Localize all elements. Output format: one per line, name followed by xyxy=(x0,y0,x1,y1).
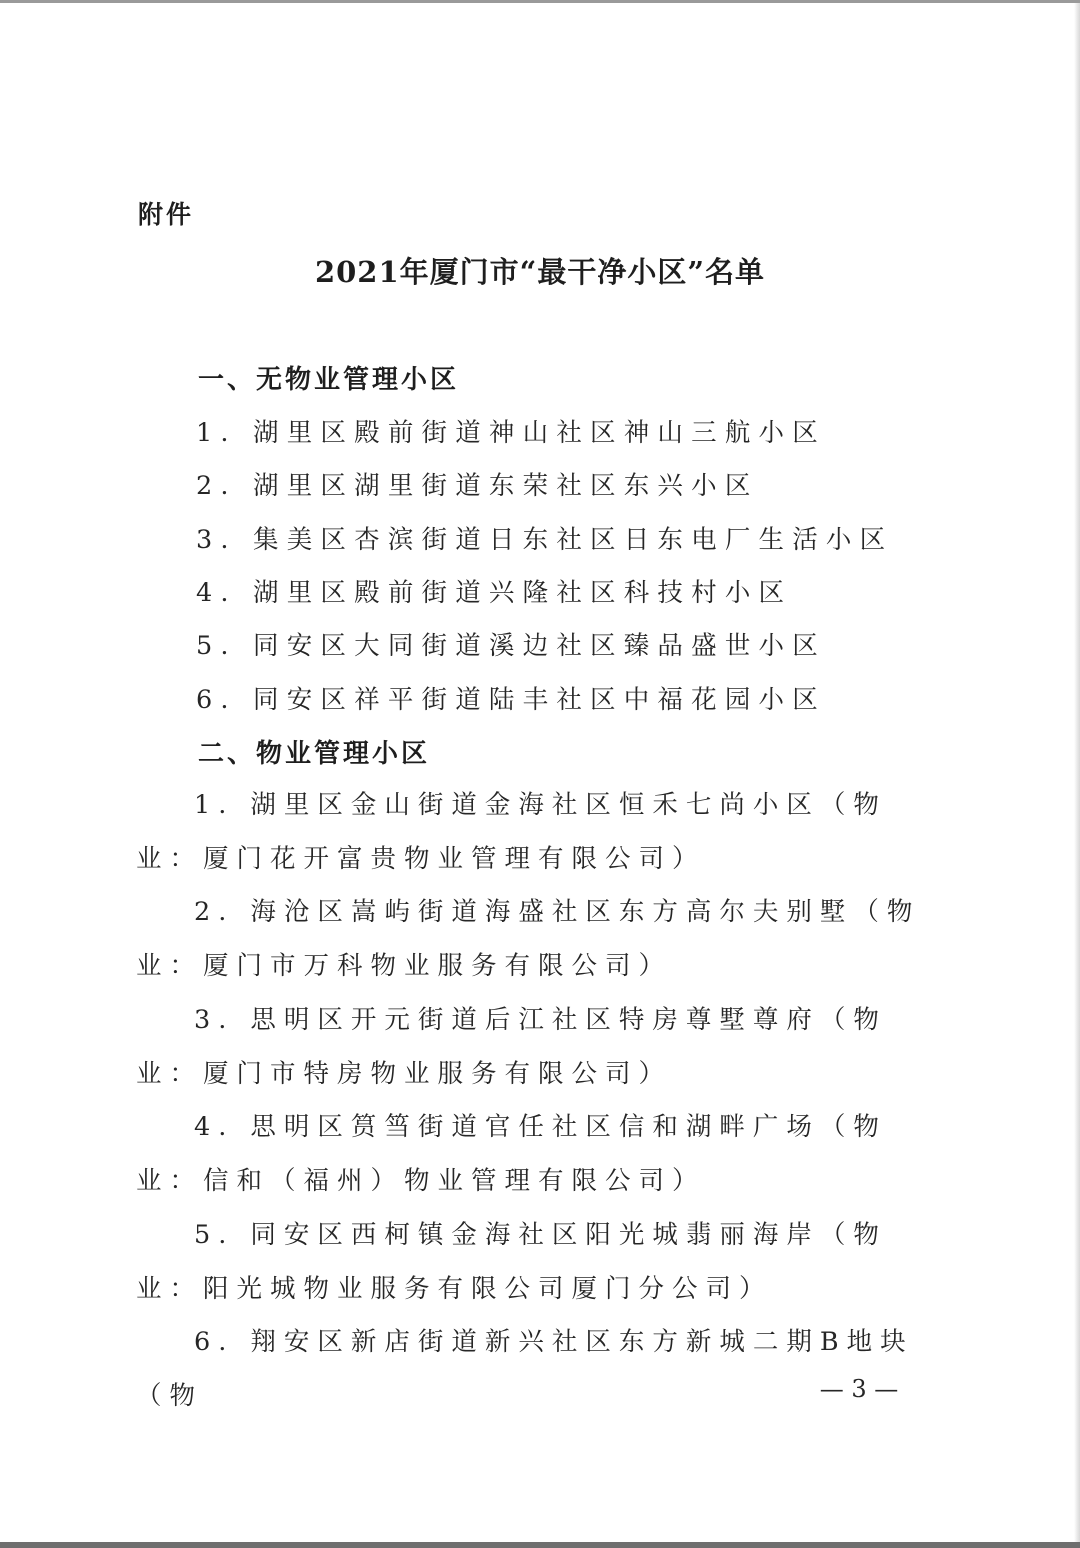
list-item: 1. 湖里区金山街道金海社区恒禾七尚小区（物业：厦门花开富贵物业管理有限公司） xyxy=(136,790,887,874)
list-item: 4. 湖里区殿前街道兴隆社区科技村小区 xyxy=(196,578,793,608)
list-item: 5. 同安区西柯镇金海社区阳光城翡丽海岸（物业：阳光城物业服务有限公司厦门分公司） xyxy=(136,1220,887,1304)
attachment-label: 附件 xyxy=(138,200,195,229)
page-number: — 3 — xyxy=(819,1375,899,1403)
document-title: 2021年厦门市“最干净小区”名单 xyxy=(314,255,766,289)
list-item: 2. 湖里区湖里街道东荣社区东兴小区 xyxy=(196,471,759,501)
list-item: 5. 同安区大同街道溪边社区臻品盛世小区 xyxy=(196,631,826,661)
section-heading-property: 二、物业管理小区 xyxy=(198,739,431,769)
list-item: 6. 同安区祥平街道陆丰社区中福花园小区 xyxy=(196,685,826,715)
list-item: 4. 思明区筼筜街道官任社区信和湖畔广场（物业：信和（福州）物业管理有限公司） xyxy=(136,1112,887,1196)
list-item: 2. 海沧区嵩屿街道海盛社区东方高尔夫别墅（物业：厦门市万科物业服务有限公司） xyxy=(136,897,921,981)
section-heading-no-property: 一、无物业管理小区 xyxy=(198,365,460,395)
list-item: 6. 翔安区新店街道新兴社区东方新城二期B地块（物 xyxy=(136,1327,914,1411)
list-item: 1. 湖里区殿前街道神山社区神山三航小区 xyxy=(196,418,826,448)
list-item: 3. 集美区杏滨街道日东社区日东电厂生活小区 xyxy=(196,525,894,555)
list-item: 3. 思明区开元街道后江社区特房尊墅尊府（物业：厦门市特房物业服务有限公司） xyxy=(136,1005,887,1089)
